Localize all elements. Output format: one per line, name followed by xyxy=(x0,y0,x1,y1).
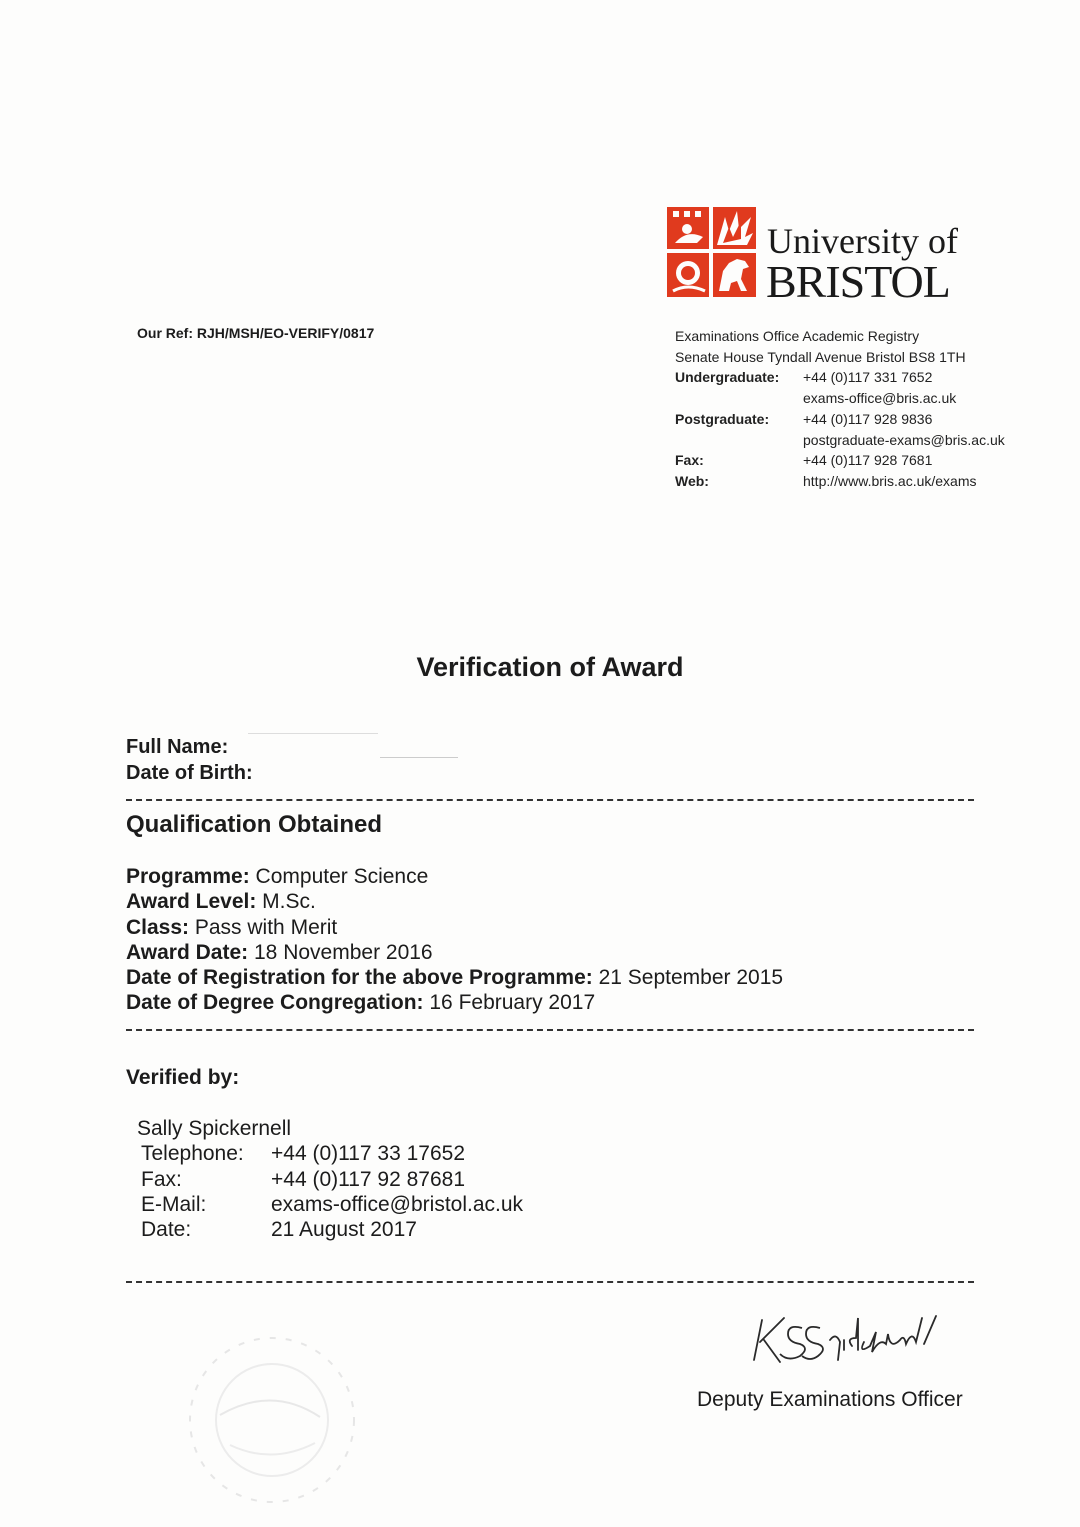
qualification-heading: Qualification Obtained xyxy=(126,811,383,838)
contact-value: +44 (0)117 928 9836 xyxy=(803,410,933,427)
logo-text-line2: BRISTOL xyxy=(766,256,950,307)
full-name-label: Full Name: xyxy=(126,736,229,758)
qualification-label: Award Level: xyxy=(126,890,257,914)
crest-icon xyxy=(667,207,756,297)
verifier-details xyxy=(137,1116,523,1242)
contact-row xyxy=(675,409,1005,430)
contact-row xyxy=(675,450,1005,471)
contact-row xyxy=(675,471,1005,492)
contact-label: Fax: xyxy=(675,452,704,469)
dashed-divider xyxy=(126,1281,974,1283)
verifier-row xyxy=(137,1192,523,1217)
embossed-seal-icon xyxy=(180,1325,365,1515)
qualification-label: Date of Registration for the above Programme: xyxy=(126,966,593,990)
qualification-value: Computer Science xyxy=(255,865,429,888)
verifier-value: +44 (0)117 33 17652 xyxy=(271,1142,466,1166)
qualification-value: 18 November 2016 xyxy=(254,940,433,964)
officer-title: Deputy Examinations Officer xyxy=(697,1388,963,1411)
qualification-row xyxy=(126,990,783,1015)
contact-row xyxy=(675,430,1005,451)
person-details xyxy=(126,734,253,786)
address-block xyxy=(675,326,1005,492)
contact-label: Postgraduate: xyxy=(675,410,770,427)
qualification-row xyxy=(126,915,783,940)
contact-label: Web: xyxy=(675,472,709,489)
dashed-divider xyxy=(126,799,974,801)
dashed-divider xyxy=(126,1029,974,1031)
contact-value: postgraduate-exams@bris.ac.uk xyxy=(803,431,1005,448)
qualification-row xyxy=(126,889,783,914)
qualification-value: 16 February 2017 xyxy=(429,991,596,1015)
contact-row xyxy=(675,388,1005,409)
university-logo xyxy=(667,207,987,307)
qualification-row xyxy=(126,940,783,965)
qualification-row xyxy=(126,864,783,889)
verifier-name: Sally Spickernell xyxy=(137,1117,292,1140)
contact-value: +44 (0)117 331 7652 xyxy=(803,369,933,386)
document-title: Verification of Award xyxy=(416,652,684,682)
contact-row xyxy=(675,367,1005,388)
qualification-value: M.Sc. xyxy=(262,890,316,914)
contact-value: http://www.bris.ac.uk/exams xyxy=(803,472,977,489)
verifier-row xyxy=(137,1141,523,1166)
verifier-label: Fax: xyxy=(141,1167,182,1191)
verifier-value: exams-office@bristol.ac.uk xyxy=(271,1192,524,1216)
qualification-details xyxy=(126,864,783,1016)
contact-value: exams-office@bris.ac.uk xyxy=(803,390,957,407)
verifier-label: Date: xyxy=(141,1218,192,1242)
verified-by-label: Verified by: xyxy=(126,1066,240,1089)
verifier-value: 21 August 2017 xyxy=(271,1218,417,1242)
verifier-value: +44 (0)117 92 87681 xyxy=(271,1167,466,1191)
verifier-row xyxy=(137,1167,523,1192)
office-address: Senate House Tyndall Avenue Bristol BS8 1TH xyxy=(675,348,966,365)
verifier-row xyxy=(137,1217,523,1242)
qualification-label: Award Date: xyxy=(126,940,249,964)
qualification-label: Programme: xyxy=(126,865,250,888)
office-name: Examinations Office Academic Registry xyxy=(675,328,920,344)
logo-text-line1: University of xyxy=(767,221,958,261)
redaction-mark xyxy=(248,733,378,734)
qualification-value: Pass with Merit xyxy=(194,915,338,939)
redaction-mark xyxy=(380,757,458,758)
contact-label xyxy=(675,430,803,451)
reference-number: Our Ref: RJH/MSH/EO-VERIFY/0817 xyxy=(137,325,375,341)
contact-label: Undergraduate: xyxy=(675,369,780,386)
qualification-value: 21 September 2015 xyxy=(598,966,784,990)
signature-icon xyxy=(740,1310,950,1370)
verifier-label: E-Mail: xyxy=(141,1192,207,1216)
qualification-label: Date of Degree Congregation: xyxy=(126,991,424,1015)
contact-value: +44 (0)117 928 7681 xyxy=(803,452,933,469)
verifier-label: Telephone: xyxy=(141,1142,244,1166)
qualification-row xyxy=(126,965,783,990)
qualification-label: Class: xyxy=(126,915,190,939)
contact-label xyxy=(675,388,803,409)
date-of-birth-label: Date of Birth: xyxy=(126,762,253,784)
